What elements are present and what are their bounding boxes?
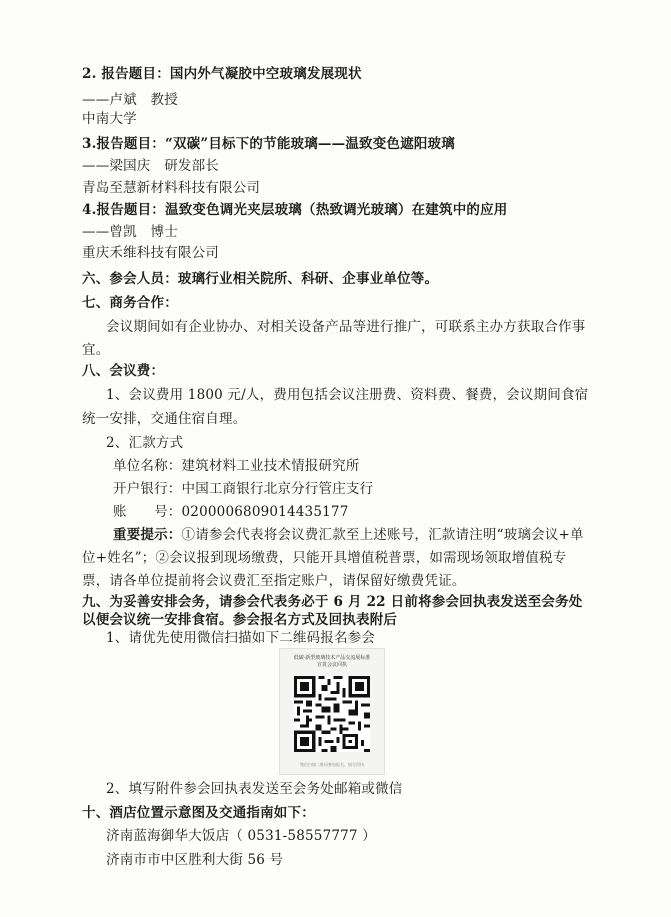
hotel-address: 济南市市中区胜利大街 56 号 [106,852,284,868]
fee-line-1: 1、会议费用 1800 元/人，费用包括会议注册费、资料费、餐费，会议期间食宿 [106,387,589,403]
important-note-line-2: 位+姓名”；②会议报到现场缴费，只能开具增值税普票，如需现场领取增值税专 [82,550,567,566]
section-9-line-1: 九、为妥善安排会务，请参会代表务必于 6 月 22 日前将参会回执表发送至会务处 [82,594,583,610]
report-4-affiliation: 重庆禾维科技有限公司 [82,245,219,261]
section-9-line-2: 以便会议统一安排食宿。参会报名方式及回执表附后 [82,612,398,628]
section-6-participants: 六、参会人员：玻璃行业相关院所、科研、企事业单位等。 [82,271,439,287]
report-3-speaker: ——梁国庆 研发部长 [82,158,219,174]
registration-qr-card [279,648,385,775]
report-2-affiliation: 中南大学 [82,111,137,127]
hotel-name-phone: 济南蓝海御华大饭店（ 0531-58557777 ） [106,828,376,844]
fee-line-2: 统一安排，交通住宿自理。 [82,411,247,427]
report-4-title: 4.报告题目：温致变色调光夹层玻璃（热致调光玻璃）在建筑中的应用 [82,202,508,218]
bank-account: 账 号：0200006809014435177 [113,504,349,520]
important-note-line-1: 重要提示：①请参会代表将会议费汇款至上述账号，汇款请注明“玻璃会议+单 [113,527,584,543]
qr-card-caption: 微信扫描二维码参加报名，填写回执 [300,762,364,767]
qr-code-icon [294,676,370,752]
section-7-body-1: 会议期间如有企业协办、对相关设备产品等进行推广，可联系主办方获取合作事 [106,319,586,335]
section-10-heading: 十、酒店位置示意图及交通指南如下： [82,805,315,821]
report-3-title: 3.报告题目：“双碳”目标下的节能玻璃——温致变色遮阳玻璃 [82,136,455,152]
report-2-speaker: ——卢斌 教授 [82,92,178,108]
important-label: 重要提示： [113,527,182,543]
bank-unit-name: 单位名称：建筑材料工业技术情报研究所 [113,458,360,474]
section-7-body-2: 宜。 [82,342,110,358]
bank-name: 开户银行：中国工商银行北京分行管庄支行 [113,481,374,497]
important-note-line-3: 票，请各单位提前将会议费汇至指定账户，请保留好缴费凭证。 [82,573,466,589]
register-attachment-note: 2、填写附件参会回执表发送至会务处邮箱或微信 [106,781,403,797]
section-7-heading: 七、商务合作： [82,295,178,311]
report-2-title: 2. 报告题目：国内外气凝胶中空玻璃发展现状 [82,66,362,82]
remittance-heading: 2、汇款方式 [106,435,184,451]
section-8-heading: 八、会议费： [82,363,165,379]
report-3-affiliation: 青岛至慧新材料科技有限公司 [82,180,261,196]
qr-card-title: 低碳·新型玻璃技术产品交流展标准 宣贯会议回执 [293,655,371,668]
report-4-speaker: ——曾凯 博士 [82,224,178,240]
register-wechat-note: 1、请优先使用微信扫描如下二维码报名参会 [106,630,376,646]
